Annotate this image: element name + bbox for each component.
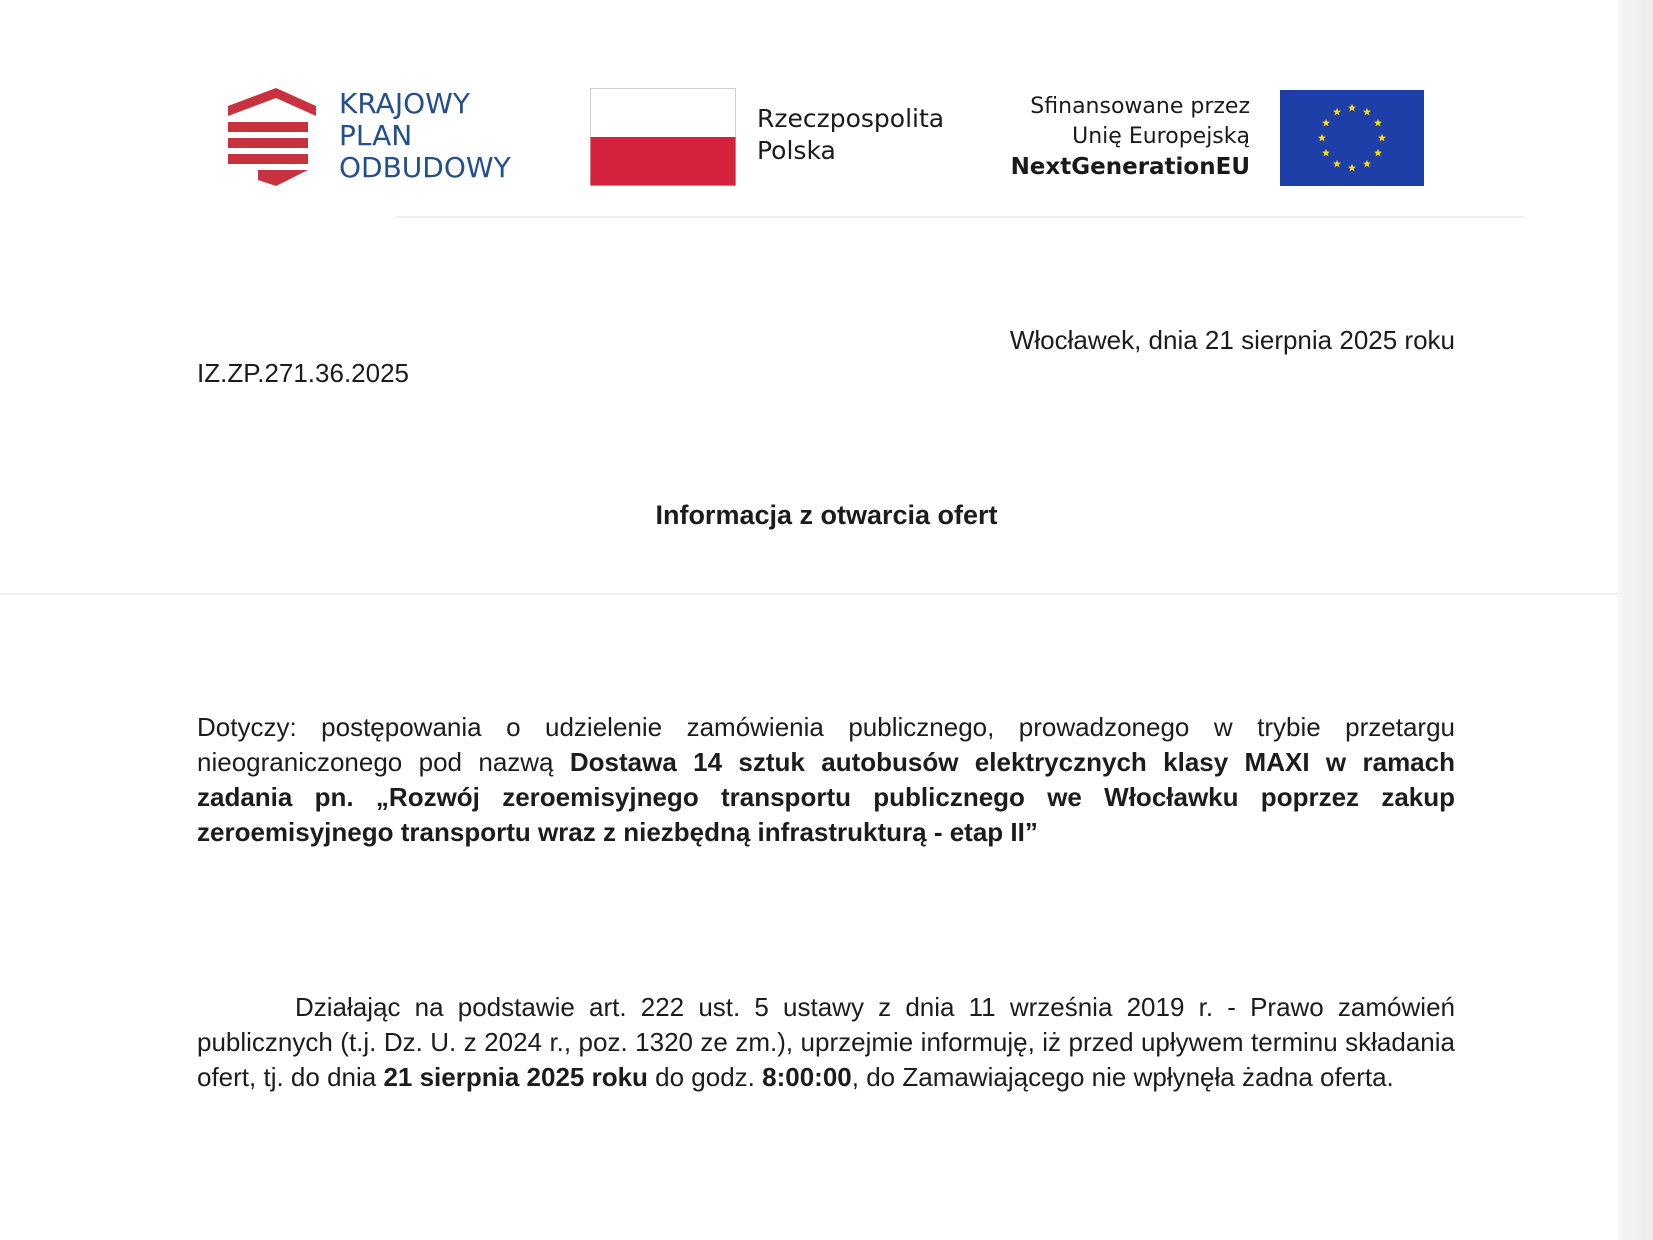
kpo-line-1: KRAJOWY xyxy=(339,87,470,120)
subject-lead: Dotyczy: postępowania o udzielenie zamówienia publicznego, prowadzonego w trybie przetargu nieograniczonego pod nazwą xyxy=(197,712,1455,777)
reference-number: IZ.ZP.271.36.2025 xyxy=(197,358,410,388)
rp-logo xyxy=(590,88,960,188)
eu-flag-icon xyxy=(1280,90,1424,186)
subject-paragraph xyxy=(197,710,1455,850)
poland-flag-icon xyxy=(590,88,736,186)
body-part-2: do godz. xyxy=(647,1062,763,1092)
kpo-text xyxy=(339,88,511,184)
kpo-line-3: ODBUDOWY xyxy=(339,151,511,184)
eu-line-2: Unię Europejską xyxy=(1072,124,1250,149)
rp-line-1: Rzeczpospolita xyxy=(757,104,945,133)
eu-text xyxy=(1011,92,1250,182)
eu-line-3: NextGenerationEU xyxy=(1010,154,1250,180)
page-fold-line xyxy=(0,593,1618,595)
kpo-logo xyxy=(228,88,548,188)
body-paragraph xyxy=(197,990,1455,1095)
rp-line-2: Polska xyxy=(757,136,836,165)
kpo-line-2: PLAN xyxy=(339,119,413,152)
kpo-stripes-icon xyxy=(228,88,318,188)
body-part-3: , do Zamawiającego nie wpłynęła żadna oferta. xyxy=(851,1062,1394,1092)
rp-text xyxy=(757,103,944,167)
header-divider xyxy=(395,216,1525,218)
body-date-bold: 21 sierpnia 2025 roku xyxy=(383,1062,648,1092)
page-right-edge xyxy=(1618,0,1653,1240)
body-time-bold: 8:00:00 xyxy=(762,1062,852,1092)
place-date: Włocławek, dnia 21 sierpnia 2025 roku xyxy=(1009,325,1455,355)
subject-bold: Dostawa 14 sztuk autobusów elektrycznych klasy MAXI w ramach zadania pn. „Rozwój zeroemisyjnego transportu publicznego we Włocławku poprzez zakup zeroemisyjnego transportu wraz z niezbędną infrastrukturą - etap II” xyxy=(197,747,1455,847)
body-part-1: Działając na podstawie art. 222 ust. 5 ustawy z dnia 11 września 2019 r. - Prawo zamówień publicznych (t.j. Dz. U. z 2024 r., poz. 1320 ze zm.), uprzejmie informuję, iż przed upływem terminu składania ofert, tj. do dnia xyxy=(197,992,1455,1092)
document-title: Informacja z otwarcia ofert xyxy=(655,500,998,530)
eu-logo xyxy=(1000,88,1430,188)
eu-line-1: Sfinansowane przez xyxy=(1030,94,1250,119)
